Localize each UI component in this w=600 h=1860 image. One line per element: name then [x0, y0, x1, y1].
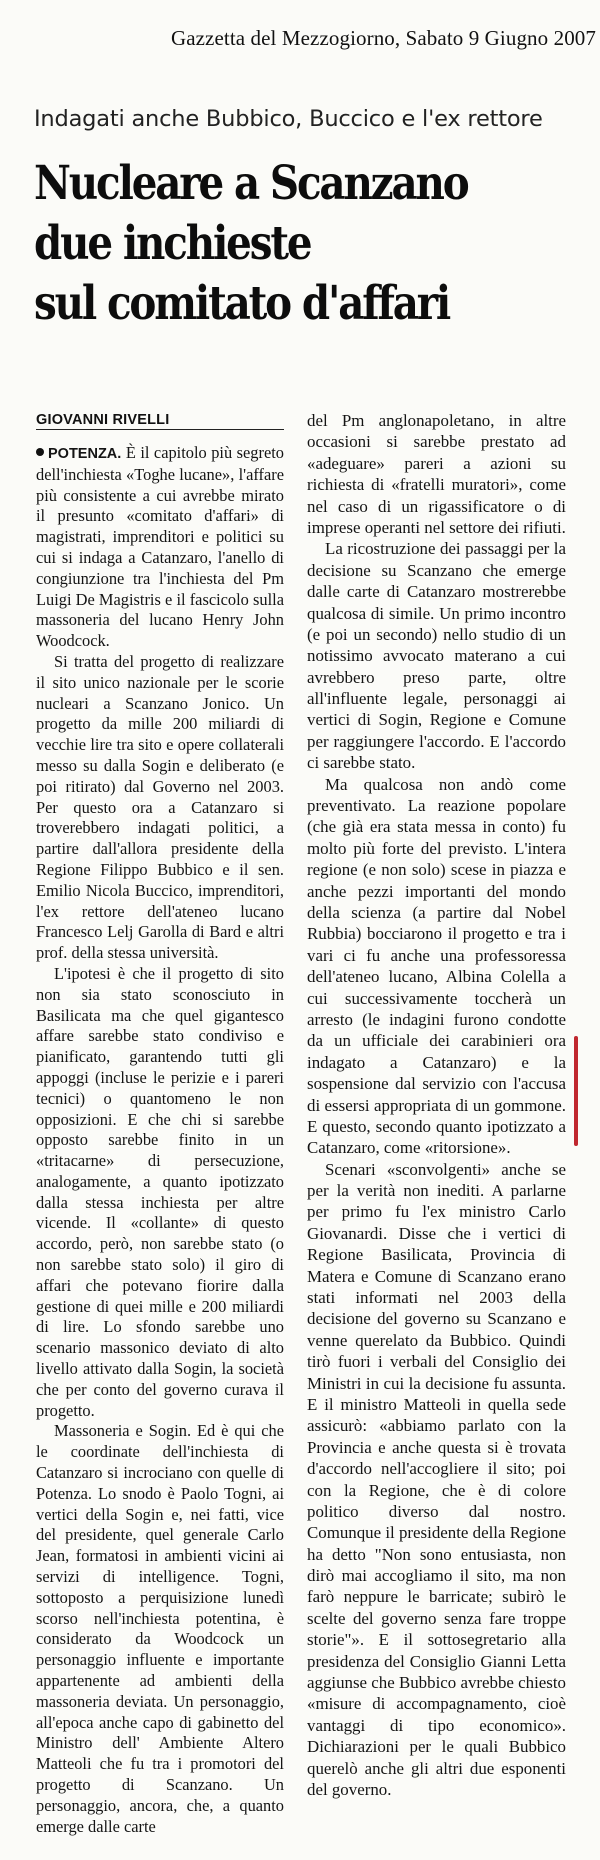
- body-paragraph: La ricostruzione dei passaggi per la decisione su Scanzano che emerge dalle carte di Catanzaro mostrerebbe qualcosa di simile. Un primo incontro (e poi un secondo) nello studio di un notissimo avvocato materano a cui avrebbero preso parte, oltre all'influente legale, personaggi ai vertici di Sogin, Regione e Comune per raggiungere l'accordo. E l'accordo ci sarebbe stato.: [307, 539, 566, 773]
- body-paragraph: Si tratta del progetto di realizzare il sito unico nazionale per le scorie nucleari a Scanzano Jonico. Un progetto da mille 200 miliardi di vecchie lire tra sito e opere collaterali messo su dalla Sogin e deliberato (e poi ritirato) dal Governo nel 2003. Per questo ora a Catanzaro si troverebbero indagati politici, a partire dall'allora presidente della Regione Filippo Bubbico e il sen. Emilio Nicola Buccico, imprenditori, l'ex rettore dell'ateneo lucano Francesco Lelj Garolla di Bard e altri prof. della stessa università.: [36, 651, 284, 963]
- article-column-right: [307, 410, 566, 1800]
- body-paragraph: [36, 443, 284, 652]
- headline-line: Nucleare a Scanzano: [34, 156, 468, 211]
- body-paragraph: Scenari «sconvolgenti» anche se per la verità non inediti. A parlarne per primo fu l'ex ministro Carlo Giovanardi. Disse che i vertici di Regione Basilicata, Provincia di Matera e Comune di Scanzano erano stati informati nel 2003 della decisione del governo su Scanzano e venne querelato da Bubbico. Quindi tirò fuori i verbali del Consiglio dei Ministri in cui la decisione fu assunta. E il ministro Matteoli in quella sede assicurò: «abbiamo parlato con la Provincia e anche questa si è trovata d'accordo nell'accogliere il sito; poi con la Regione, che è di colore politico diverso dal nostro. Comunque il presidente della Regione ha detto "Non sono entusiasta, non dirò mai accogliamo il sito, ma non farò neppure le barricate; subirò le scelte del governo senza fare troppe storie"». E il sottosegretario alla presidenza del Consiglio Gianni Letta aggiunse che Bubbico avrebbe chiesto «misure di accompagnamento, cioè vantaggi di tipo economico». Dichiarazioni per le quali Bubbico querelò anche gli altri due esponenti del governo.: [307, 1159, 566, 1799]
- headline-line: due inchieste: [34, 216, 311, 271]
- article-overline: Indagati anche Bubbico, Buccico e l'ex rettore: [34, 106, 543, 132]
- byline: GIOVANNI RIVELLI: [36, 412, 284, 430]
- body-paragraph: Massoneria e Sogin. Ed è qui che le coordinate dell'inchiesta di Catanzaro si incrociano con quelle di Potenza. Lo snodo è Paolo Togni, ai vertici della Sogin e, nei fatti, vice del presidente, quel generale Carlo Jean, formatosi in ambienti vicini ai servizi di intelligence. Togni, sottoposto a perquisizione lunedì scorso nell'inchiesta potentina, è considerato da Woodcock un personaggio influente e importante appartenente ad ambienti della massoneria deviata. Un personaggio, all'epoca anche capo di gabinetto del Ministro dell' Ambiente Altero Matteoli che fu tra i promotori del progetto di Scanzano. Un personaggio, ancora, che, a quanto emerge dalle carte: [36, 1421, 284, 1836]
- newspaper-source-line: Gazzetta del Mezzogiorno, Sabato 9 Giugno 2007: [170, 26, 596, 50]
- bullet-icon: [36, 448, 44, 456]
- headline-line: sul comitato d'affari: [34, 276, 450, 331]
- body-paragraph: del Pm anglonapoletano, in altre occasioni si sarebbe prestato ad «adeguare» pareri a azioni su richiesta di «fratelli muratori», come nel caso di un rigassificatore o di imprese operanti nel settore dei rifiuti.: [307, 411, 566, 537]
- dateline: POTENZA.: [48, 446, 122, 462]
- body-paragraph: Ma qualcosa non andò come preventivato. La reazione popolare (che già era stata messa in conto) fu molto più forte del previsto. L'intera regione (e non solo) scese in piazza e anche pezzi importanti del mondo della scienza (a partire dal Nobel Rubbia) bocciarono il progetto e tra i vari ci fu anche una professoressa dell'ateneo lucano, Albina Colella a cui successivamente toccherà un arresto (le indagini furono condotte da un ufficiale dei carabinieri ora indagato a Catanzaro) e la sospensione dal servizio con l'accusa di essersi appropriata di un gommone. E questo, secondo quanto ipotizzato a Catanzaro, come «ritorsione».: [307, 774, 566, 1158]
- article-column-left: [36, 443, 284, 1837]
- paragraph-text: È il capitolo più segreto dell'inchiesta «Toghe lucane», l'affare più consistente a cui avrebbe mirato il presunto «comitato d'affari» di magistrati, imprenditori e politici su cui si indaga a Catanzaro, l'anello di congiunzione tra l'inchiesta del Pm Luigi De Magistris e il fascicolo sulla massoneria del lucano Henry John Woodcock.: [36, 443, 284, 651]
- article-headline: [34, 154, 468, 334]
- body-paragraph: L'ipotesi è che il progetto di sito non sia stato sconosciuto in Basilicata ma che quel gigantesco affare sarebbe stato condiviso e pianificato, garantendo tutti gli appoggi (incluse le perizie e i pareri tecnici) o quantomeno le non opposizioni. E che chi si sarebbe opposto sarebbe finito in un «tritacarne» di persecuzione, analogamente, a quanto ipotizzato dalla stessa inchiesta per altre vicende. Il «collante» di questo accordo, però, non sarebbe stato (o non sarebbe stato solo) il giro di affari che potevano fiorire dalla gestione di quei mille e 200 miliardi di lire. Lo sfondo sarebbe uno scenario massonico deviato di alto livello attivato dalla Sogin, la società che per conto del governo curava il progetto.: [36, 963, 284, 1420]
- highlight-marker: [574, 1036, 578, 1146]
